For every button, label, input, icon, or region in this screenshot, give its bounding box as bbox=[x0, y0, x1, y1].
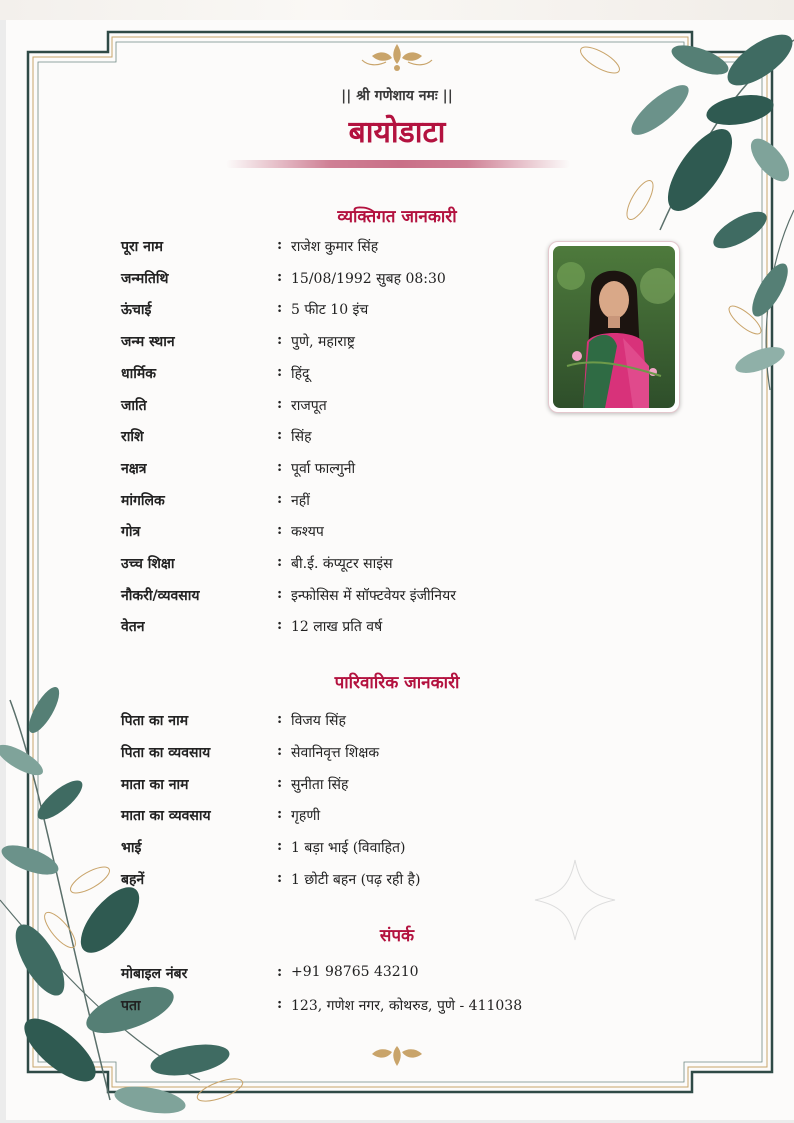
info-value: 5 फीट 10 इंच bbox=[291, 302, 369, 319]
info-separator: : bbox=[277, 427, 283, 444]
info-value: कश्यप bbox=[291, 524, 324, 541]
info-value: बी.ई. कंप्यूटर साइंस bbox=[291, 556, 393, 572]
info-separator: : bbox=[277, 268, 283, 285]
info-value: 1 छोटी बहन (पढ़ रही है) bbox=[291, 872, 421, 888]
info-label: भाई bbox=[121, 840, 142, 857]
info-separator: : bbox=[277, 332, 283, 349]
info-separator: : bbox=[277, 742, 283, 759]
info-value: 15/08/1992 सुबह 08:30 bbox=[291, 270, 446, 287]
info-value: नहीं bbox=[291, 492, 310, 509]
page-title: बायोडाटा bbox=[348, 115, 446, 150]
info-separator: : bbox=[277, 617, 283, 634]
info-label: मोबाइल नंबर bbox=[121, 966, 188, 982]
info-label: राशि bbox=[121, 429, 144, 446]
info-label: माता का नाम bbox=[121, 776, 189, 793]
info-value: राजपूत bbox=[291, 397, 327, 414]
info-value: विजय सिंह bbox=[291, 713, 346, 729]
info-label: उच्च शिक्षा bbox=[121, 556, 175, 572]
section-title-contact: संपर्क bbox=[379, 926, 415, 946]
info-separator: : bbox=[277, 711, 283, 727]
profile-photo-icon bbox=[553, 246, 675, 408]
info-separator: : bbox=[277, 458, 283, 475]
info-separator: : bbox=[277, 395, 283, 412]
info-value: 123, गणेश नगर, कोथरुड, पुणे - 411038 bbox=[291, 998, 523, 1014]
info-label: नौकरी/व्यवसाय bbox=[121, 587, 200, 604]
header-mantra: || श्री गणेशाय नमः || bbox=[341, 88, 453, 104]
title-divider bbox=[226, 160, 570, 168]
info-label: जन्म स्थान bbox=[121, 334, 175, 351]
info-label: जन्मतिथि bbox=[121, 270, 169, 287]
info-label: नक्षत्र bbox=[121, 460, 147, 477]
info-value: गृहणी bbox=[291, 808, 321, 825]
info-value: सेवानिवृत्त शिक्षक bbox=[291, 744, 380, 761]
info-separator: : bbox=[277, 522, 283, 539]
info-separator: : bbox=[277, 774, 283, 791]
info-value: 1 बड़ा भाई (विवाहित) bbox=[291, 840, 406, 857]
info-value: राजेश कुमार सिंह bbox=[291, 239, 379, 255]
info-separator: : bbox=[277, 996, 283, 1012]
info-value: पुणे, महाराष्ट्र bbox=[291, 334, 355, 351]
info-label: बहनें bbox=[121, 872, 145, 888]
bottom-ornament-icon bbox=[372, 1046, 422, 1066]
info-separator: : bbox=[277, 300, 283, 317]
info-label: पिता का व्यवसाय bbox=[121, 744, 211, 761]
info-value: +91 98765 43210 bbox=[291, 964, 419, 980]
info-label: पूरा नाम bbox=[121, 239, 163, 255]
info-value: इन्फोसिस में सॉफ्टवेयर इंजीनियर bbox=[291, 587, 456, 604]
info-separator: : bbox=[277, 554, 283, 570]
info-label: जाति bbox=[121, 397, 147, 414]
info-label: वेतन bbox=[121, 619, 145, 636]
top-ornament-icon bbox=[362, 44, 432, 71]
info-label: पता bbox=[121, 998, 141, 1014]
info-separator: : bbox=[277, 363, 283, 380]
info-value: 12 लाख प्रति वर्ष bbox=[291, 619, 383, 636]
info-label: गोत्र bbox=[121, 524, 141, 541]
info-separator: : bbox=[277, 237, 283, 253]
info-label: मांगलिक bbox=[121, 492, 165, 509]
info-separator: : bbox=[277, 838, 283, 855]
info-value: सिंह bbox=[291, 429, 312, 446]
section-title-personal: व्यक्तिगत जानकारी bbox=[337, 207, 457, 227]
info-separator: : bbox=[277, 585, 283, 602]
profile-photo bbox=[548, 241, 680, 413]
info-label: धार्मिक bbox=[121, 365, 156, 382]
info-label: पिता का नाम bbox=[121, 713, 189, 729]
info-separator: : bbox=[277, 490, 283, 507]
info-value: पूर्वा फाल्गुनी bbox=[291, 460, 356, 477]
section-title-family: पारिवारिक जानकारी bbox=[334, 673, 460, 693]
info-label: माता का व्यवसाय bbox=[121, 808, 211, 825]
info-separator: : bbox=[277, 964, 283, 980]
info-value: हिंदू bbox=[291, 365, 310, 382]
info-separator: : bbox=[277, 806, 283, 823]
info-value: सुनीता सिंह bbox=[291, 776, 349, 793]
info-label: ऊंचाई bbox=[121, 302, 152, 319]
info-separator: : bbox=[277, 870, 283, 886]
